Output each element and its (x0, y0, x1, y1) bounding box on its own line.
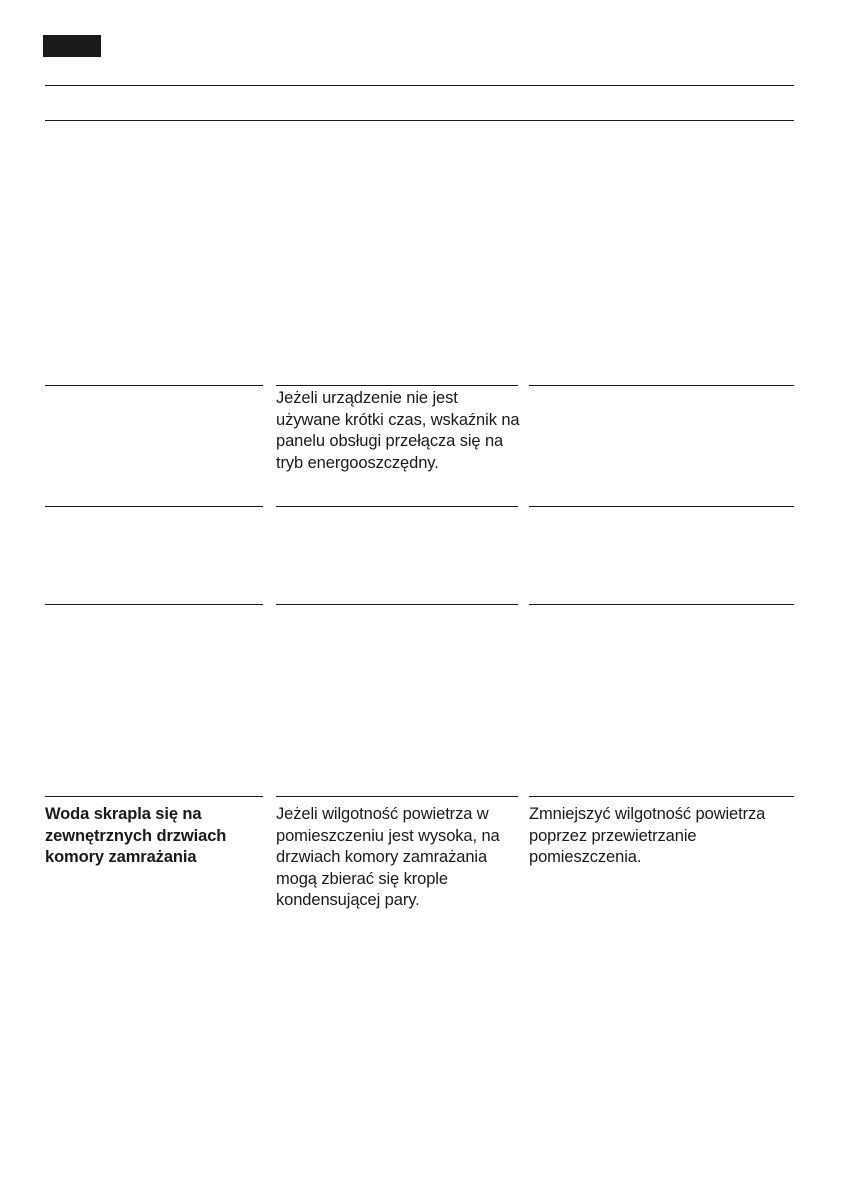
header-rule-top (45, 85, 794, 86)
row-4-rule-remedy (529, 796, 794, 797)
row-4-remedy: Zmniejszyć wilgotność powietrza poprzez przewietrzanie pomieszczenia. (529, 805, 766, 866)
row-2-rule-cause (276, 506, 518, 507)
row-2-rule-problem (45, 506, 263, 507)
language-tab-marker (43, 35, 101, 57)
row-1-cause: Jeżeli urządzenie nie jest używane krótki czas, wskaźnik na panelu obsługi przełącza się na tryb energooszczędny. (276, 389, 520, 472)
row-1-rule-problem (45, 385, 263, 386)
row-4-rule-cause (276, 796, 518, 797)
row-4-rule-problem (45, 796, 263, 797)
row-4-problem: Woda skrapla się na zewnętrznych drzwiach komory zamrażania (45, 805, 227, 866)
row-4-cause: Jeżeli wilgotność powietrza w pomieszczeniu jest wysoka, na drzwiach komory zamrażania mogą zbierać się krople kondensującej pary. (276, 805, 500, 909)
row-3-rule-cause (276, 604, 518, 605)
row-1-rule-cause (276, 385, 518, 386)
row-2-rule-remedy (529, 506, 794, 507)
row-1-rule-remedy (529, 385, 794, 386)
row-3-rule-problem (45, 604, 263, 605)
row-3-rule-remedy (529, 604, 794, 605)
header-rule-bottom (45, 120, 794, 121)
